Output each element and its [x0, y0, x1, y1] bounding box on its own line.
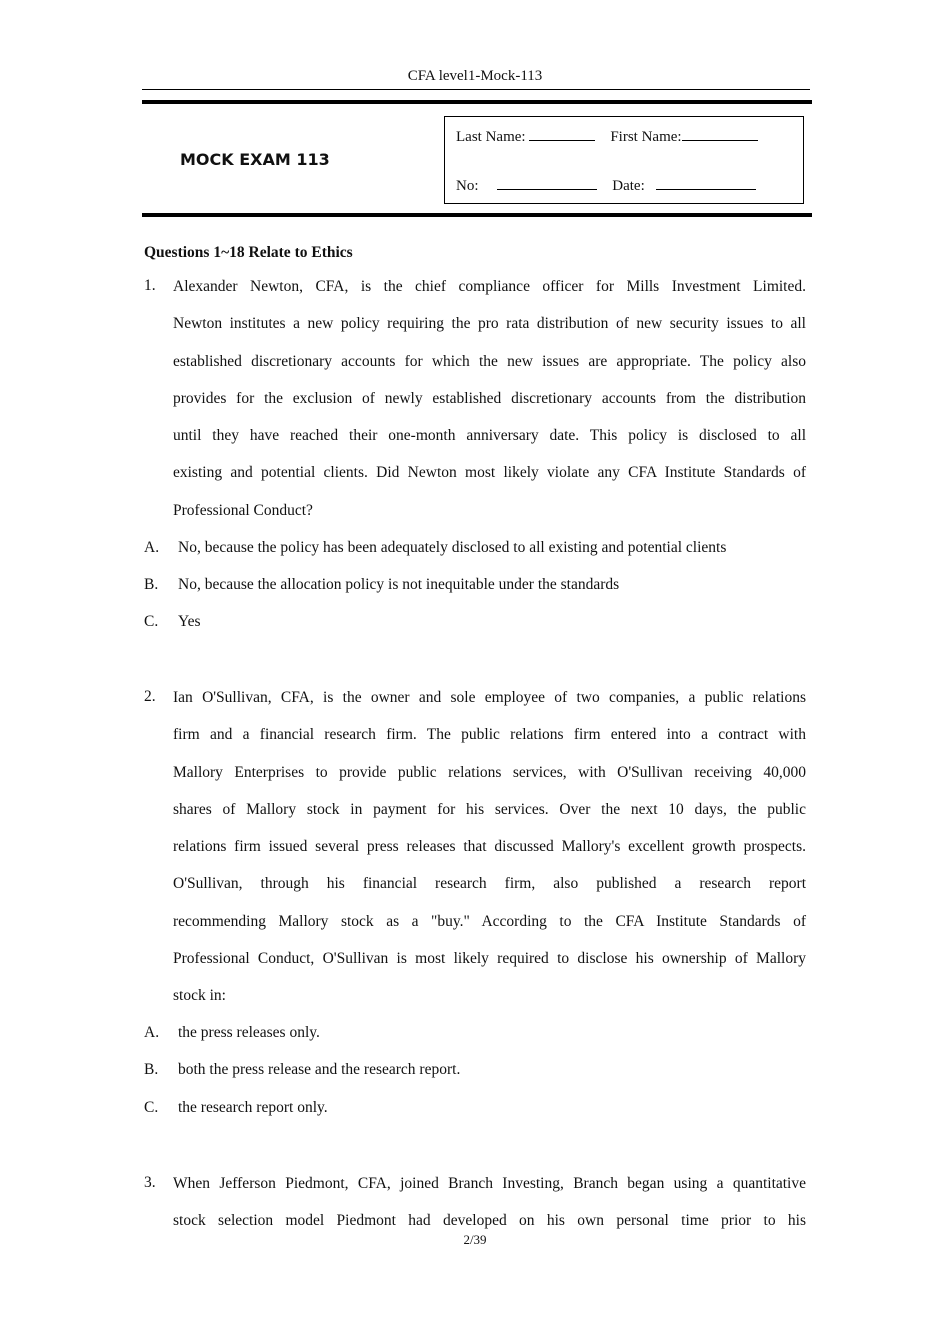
option-text[interactable]: Yes [178, 613, 201, 630]
question-text [173, 268, 806, 529]
exam-title: MOCK EXAM 113 [180, 150, 330, 169]
option-text[interactable]: both the press release and the research report. [178, 1061, 461, 1078]
question-line: When Jefferson Piedmont, CFA, joined Branch Investing, Branch began using a quantitative [173, 1175, 806, 1192]
last-name-label: Last Name: [456, 129, 526, 145]
question-line: existing and potential clients. Did Newton most likely violate any CFA Institute Standards of [173, 464, 806, 482]
header-rule-thick [142, 100, 812, 104]
question-line: Newton institutes a new policy requiring the pro rata distribution of new security issues to all [173, 315, 806, 333]
question-line: shares of Mallory stock in payment for his services. Over the next 10 days, the public [173, 800, 806, 818]
date-blank[interactable] [656, 176, 756, 190]
no-date-row [456, 176, 756, 195]
option-letter: C. [144, 613, 159, 630]
option-letter: C. [144, 1099, 159, 1116]
question-line: provides for the exclusion of newly established discretionary accounts from the distribution [173, 389, 806, 407]
question-line: Mallory Enterprises to provide public relations services, with O'Sullivan receiving 40,000 [173, 763, 806, 781]
first-name-label: First Name: [610, 129, 682, 145]
question-line: Professional Conduct? [173, 501, 313, 519]
option-text[interactable]: No, because the policy has been adequately disclosed to all existing and potential clients [178, 539, 727, 556]
question-text [173, 1165, 806, 1240]
question-number: 1. [144, 277, 156, 294]
option-letter: A. [144, 539, 160, 556]
no-blank[interactable] [497, 176, 597, 190]
option-text[interactable]: the research report only. [178, 1099, 328, 1116]
first-name-blank[interactable] [682, 127, 758, 141]
question-line: recommending Mallory stock as a "buy." According to the CFA Institute Standards of [173, 912, 806, 930]
page-number: 2/39 [463, 1232, 487, 1247]
question-line: Alexander Newton, CFA, is the chief compliance officer for Mills Investment Limited. [173, 278, 806, 295]
question-line: relations firm issued several press releases that discussed Mallory's excellent growth prospects. [173, 838, 806, 856]
question-line: stock in: [173, 987, 226, 1005]
option-text[interactable]: No, because the allocation policy is not inequitable under the standards [178, 576, 620, 593]
question-line: stock selection model Piedmont had developed on his own personal time prior to his [173, 1212, 806, 1230]
question-line: established discretionary accounts for which the new issues are appropriate. The policy also [173, 352, 806, 370]
question-line: firm and a financial research firm. The public relations firm entered into a contract with [173, 726, 806, 744]
document-header-title: CFA level1-Mock-113 [407, 68, 543, 84]
no-label: No: [456, 178, 479, 194]
option-letter: B. [144, 576, 159, 593]
option-letter: B. [144, 1061, 159, 1078]
question-text [173, 679, 806, 1015]
option-text[interactable]: the press releases only. [178, 1024, 320, 1041]
header-rule-thin [142, 89, 810, 90]
student-info-box [444, 116, 804, 204]
option-letter: A. [144, 1024, 160, 1041]
question-line: Ian O'Sullivan, CFA, is the owner and sole employee of two companies, a public relations [173, 689, 806, 706]
question-line: Professional Conduct, O'Sullivan is most likely required to disclose his ownership of Mallory [173, 950, 806, 968]
question-line: until they have reached their one-month anniversary date. This policy is disclosed to all [173, 427, 806, 445]
box-bottom-rule [142, 213, 812, 217]
question-number: 3. [144, 1174, 156, 1191]
name-row [456, 127, 758, 146]
date-label: Date: [612, 178, 645, 194]
last-name-blank[interactable] [529, 127, 595, 141]
question-line: O'Sullivan, through his financial research firm, also published a research report [173, 875, 806, 893]
section-heading: Questions 1~18 Relate to Ethics [144, 244, 353, 261]
question-number: 2. [144, 688, 156, 705]
